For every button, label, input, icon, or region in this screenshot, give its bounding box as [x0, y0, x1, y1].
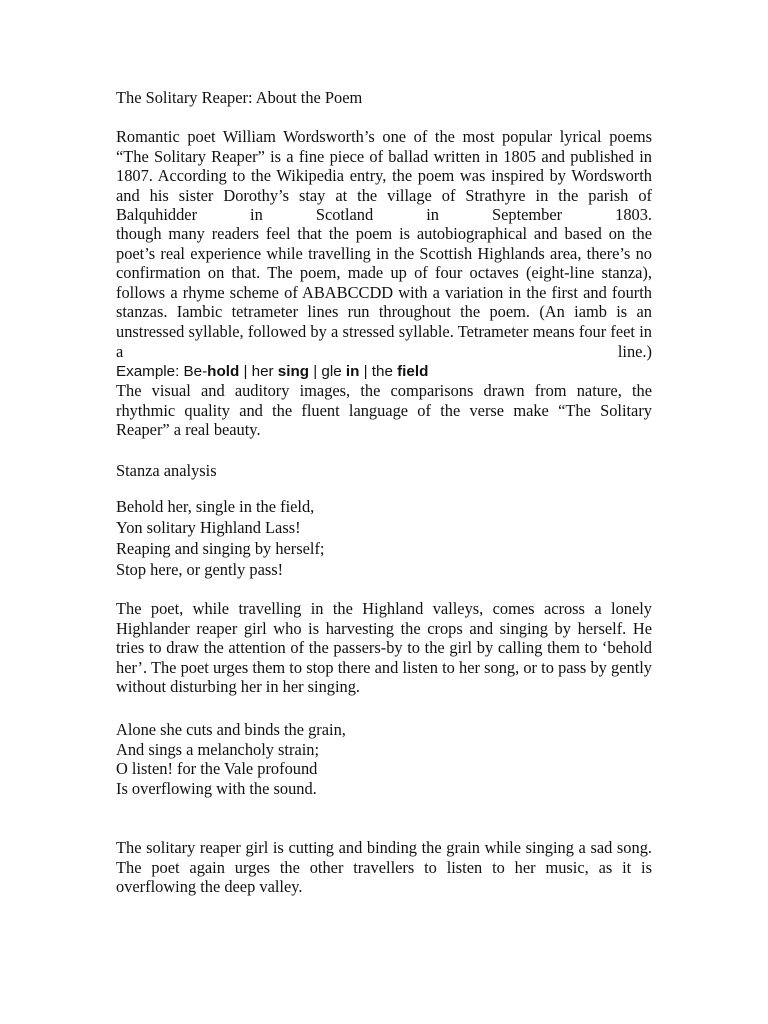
document-title: The Solitary Reaper: About the Poem — [116, 88, 363, 107]
stanza-2-verse — [116, 720, 346, 798]
stanza-2-line: And sings a melancholy strain; — [116, 739, 320, 759]
stanza-1-verse — [116, 496, 324, 580]
stressed-syllable-hold: hold — [207, 363, 240, 380]
stanza-2-line: Is overflowing with the sound. — [116, 778, 317, 798]
stanza-analysis-heading: Stanza analysis — [116, 461, 217, 480]
stressed-syllable-in: in — [345, 363, 360, 380]
intro-paragraph-1: Romantic poet William Wordsworth’s one of the most popular lyrical poems “The Solitary Reaper” is a fine piece of ballad written in 1805 and published in 1807. According to the Wikipedia entry, the poem was inspired by Wordsworth and his sister Dorothy’s stay at the village of Strathyre in the parish of Balquhidder in Scotland in September 1803. — [116, 127, 652, 225]
stanza-2-analysis: The solitary reaper girl is cutting and binding the grain while singing a sad song. The poet again urges the other travellers to listen to her music, as it is overflowing the deep valley. — [116, 838, 652, 897]
iambic-example-line — [116, 361, 428, 382]
intro-paragraph-3: The visual and auditory images, the comparisons drawn from nature, the rhythmic quality and the fluent language of the verse make “The Solitary Reaper” a real beauty. — [116, 381, 652, 440]
stanza-2-line: O listen! for the Vale profound — [116, 759, 318, 779]
stanza-2-line: Alone she cuts and binds the grain, — [116, 720, 346, 739]
stressed-syllable-sing: sing — [277, 363, 310, 380]
stanza-1-line: Yon solitary Highland Lass! — [116, 518, 301, 537]
example-separator-3: | the — [359, 363, 398, 380]
intro-paragraph-2: though many readers feel that the poem is autobiographical and based on the poet’s real experience while travelling in the Scottish Highlands area, there’s no confirmation on that. The poem, made up of four octaves (eight-line stanza), follows a rhyme scheme of ABABCCDD with a variation in the first and fourth stanzas. Iambic tetrameter lines run throughout the poem. (An iamb is an unstressed syllable, followed by a stressed syllable. Tetrameter means four feet in a line.) — [116, 224, 652, 361]
stanza-1-analysis: The poet, while travelling in the Highland valleys, comes across a lonely Highlander reaper girl who is harvesting the crops and singing by herself. He tries to draw the attention of the passers-by to the girl by calling them to ‘behold her’. The poet urges them to stop there and listen to her song, or to pass by gently without disturbing her in her singing. — [116, 599, 652, 697]
stanza-1-line: Behold her, single in the field, — [116, 497, 315, 516]
stanza-1-line: Stop here, or gently pass! — [116, 560, 284, 579]
example-separator-2: | gle — [309, 363, 346, 380]
stressed-syllable-field: field — [397, 363, 429, 380]
example-separator-1: | her — [239, 363, 278, 380]
stanza-1-line: Reaping and singing by herself; — [116, 539, 325, 558]
example-prefix: Example: Be- — [116, 363, 208, 380]
